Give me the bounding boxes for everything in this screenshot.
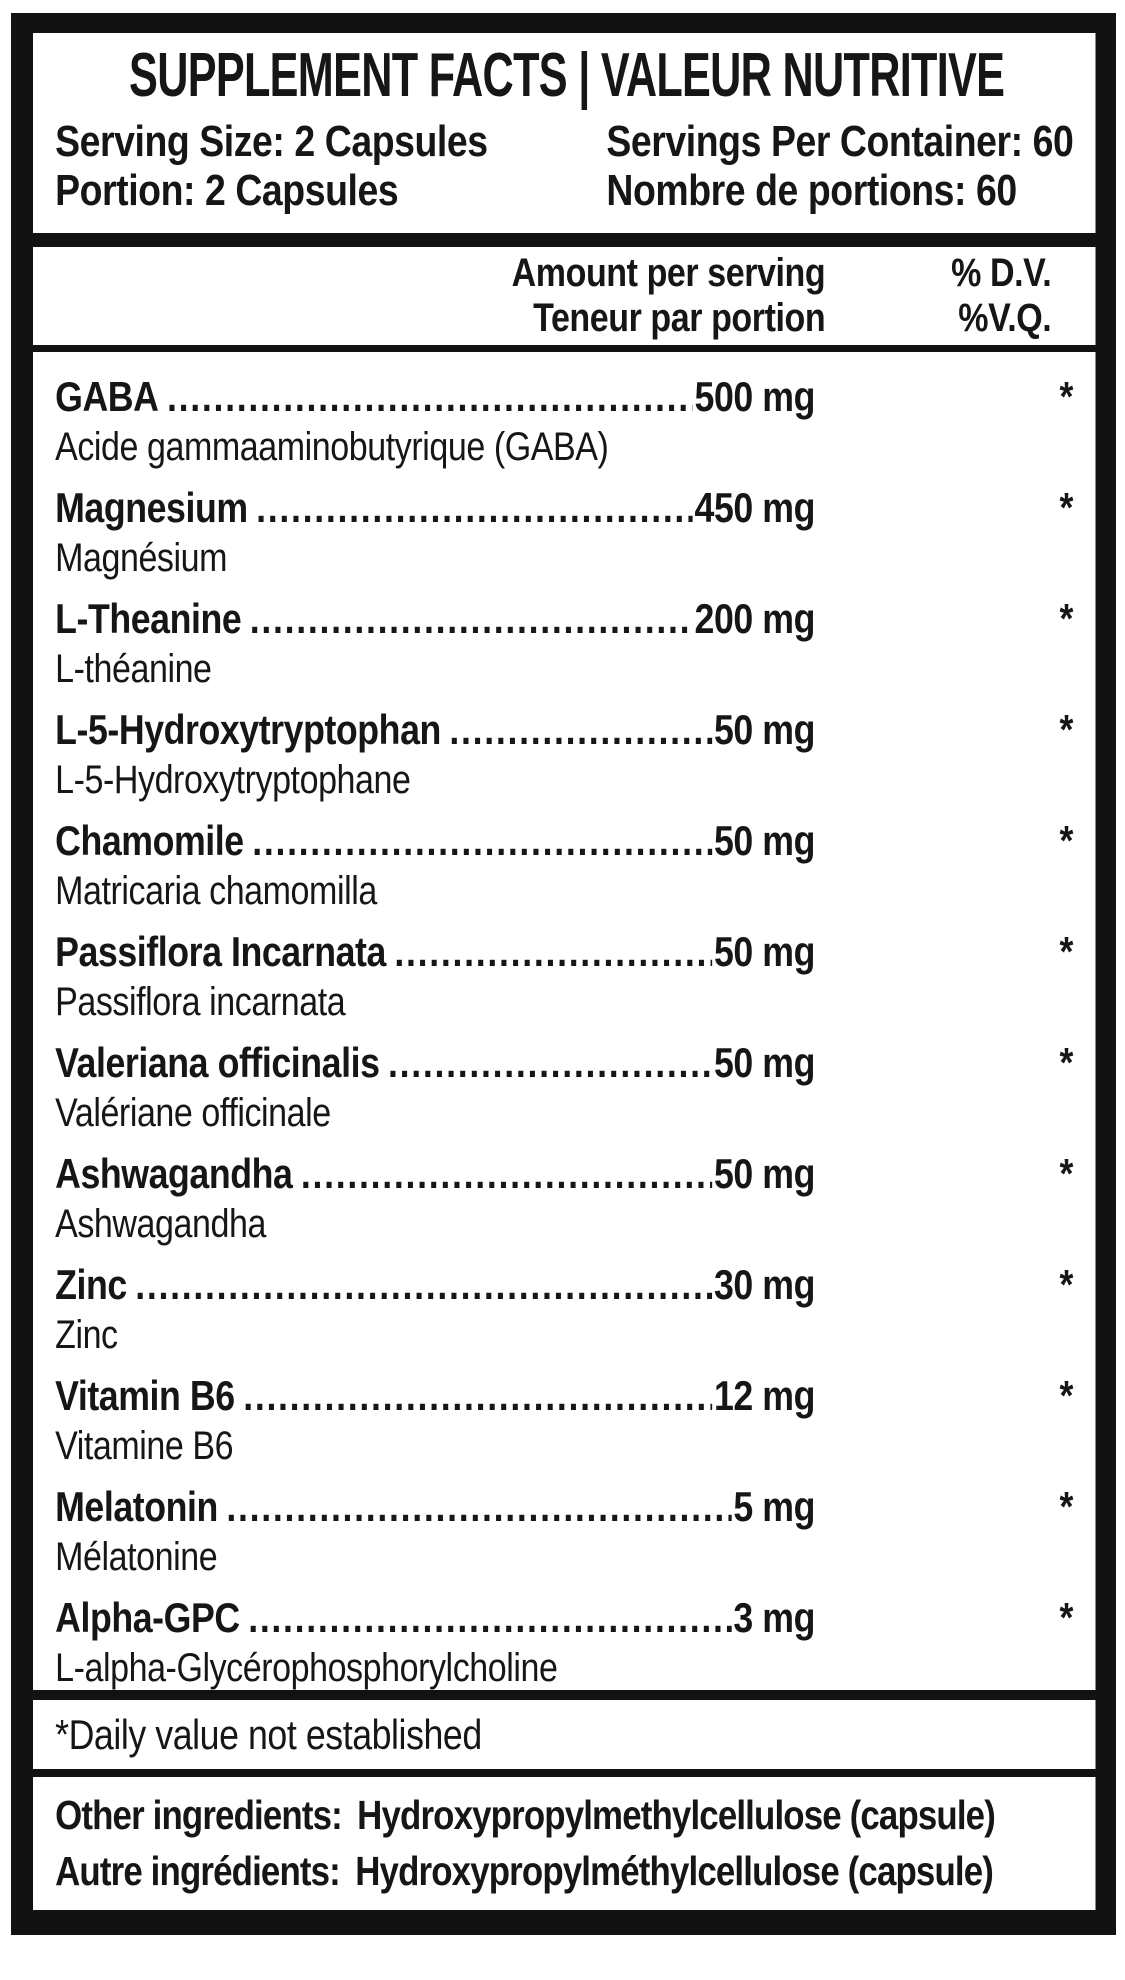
footnote: *Daily value not established	[55, 1711, 482, 1758]
dv-asterisk: *	[1059, 1483, 1074, 1530]
table-row	[33, 702, 1096, 802]
ingredient-amount: 500 mg	[694, 373, 815, 420]
table-row	[33, 591, 1096, 691]
other-ingredients-panel	[33, 1777, 1096, 1910]
ingredient-name: L-5-Hydroxytryptophan	[55, 706, 441, 753]
ingredient-name: Chamomile	[55, 817, 244, 864]
servings-per-container-en: Servings Per Container: 60	[606, 117, 1074, 166]
table-row	[33, 1590, 1096, 1690]
ingredient-amount: 12 mg	[713, 1372, 815, 1419]
dv-asterisk: *	[1059, 1150, 1074, 1197]
ingredient-name: Alpha-GPC	[55, 1594, 240, 1641]
ingredient-subname: Acide gammaaminobutyrique (GABA)	[55, 425, 609, 469]
ingredient-subname: Mélatonine	[55, 1535, 218, 1579]
ingredient-amount: 200 mg	[694, 595, 815, 642]
dotted-leader	[388, 1035, 712, 1091]
dotted-leader	[394, 924, 712, 980]
ingredient-subname: Passiflora incarnata	[55, 980, 346, 1024]
ingredient-name: Valeriana officinalis	[55, 1039, 380, 1086]
ingredient-name: Ashwagandha	[55, 1150, 293, 1197]
ingredient-name: Vitamin B6	[55, 1372, 235, 1419]
ingredient-amount: 50 mg	[713, 1150, 815, 1197]
ingredients-panel	[33, 352, 1096, 1690]
dotted-leader	[243, 1368, 712, 1424]
other-ingredients-fr	[55, 1843, 1073, 1899]
table-row	[33, 813, 1096, 913]
header-panel	[33, 33, 1096, 233]
amount-column-header	[33, 251, 825, 345]
dotted-leader	[226, 1479, 731, 1535]
table-row	[33, 1368, 1096, 1468]
supplement-facts-label	[11, 13, 1116, 1935]
ingredient-subname: Matricaria chamomilla	[55, 869, 377, 913]
ingredient-amount: 50 mg	[713, 706, 815, 753]
dv-asterisk: *	[1059, 706, 1074, 753]
ingredient-amount: 3 mg	[733, 1594, 815, 1641]
ingredient-amount: 50 mg	[713, 928, 815, 975]
dotted-leader	[449, 702, 712, 758]
table-row	[33, 924, 1096, 1024]
ingredient-amount: 50 mg	[713, 817, 815, 864]
dv-asterisk: *	[1059, 595, 1074, 642]
dotted-leader	[248, 1590, 731, 1646]
dv-asterisk: *	[1059, 928, 1074, 975]
table-row	[33, 480, 1096, 580]
ingredient-subname: L-5-Hydroxytryptophane	[55, 758, 411, 802]
other-ingredients-value-en: Hydroxypropylmethylcellulose (capsule)	[357, 1792, 995, 1838]
ingredient-amount: 5 mg	[733, 1483, 815, 1530]
ingredient-name: GABA	[55, 373, 159, 420]
dv-column-header	[825, 251, 1095, 345]
serving-info	[33, 109, 1096, 215]
dotted-leader	[135, 1257, 712, 1313]
dv-asterisk: *	[1059, 1594, 1074, 1641]
dotted-leader	[301, 1146, 712, 1202]
dv-asterisk: *	[1059, 484, 1074, 531]
dotted-leader	[167, 369, 693, 425]
ingredient-amount: 450 mg	[694, 484, 815, 531]
dotted-leader	[256, 480, 693, 536]
servings-per-container-column	[606, 117, 1073, 215]
servings-per-container-fr: Nombre de portions: 60	[606, 166, 1017, 215]
ingredient-name: Magnesium	[55, 484, 248, 531]
dv-asterisk: *	[1059, 1261, 1074, 1308]
dv-asterisk: *	[1059, 373, 1074, 420]
serving-size-fr: Portion: 2 Capsules	[55, 166, 399, 215]
table-row	[33, 369, 1096, 469]
dv-asterisk: *	[1059, 817, 1074, 864]
label-title-text: SUPPLEMENT FACTS | VALEUR NUTRITIVE	[129, 41, 1005, 110]
ingredient-name: Passiflora Incarnata	[55, 928, 386, 975]
other-ingredients-label-fr: Autre ingrédients:	[55, 1848, 340, 1894]
ingredient-subname: L-alpha-Glycérophosphorylcholine	[55, 1646, 558, 1690]
ingredient-amount: 50 mg	[713, 1039, 815, 1086]
table-row	[33, 1035, 1096, 1135]
ingredient-subname: Ashwagandha	[55, 1202, 266, 1246]
dv-header-fr: %V.Q.	[958, 296, 1052, 340]
ingredient-subname: Valériane officinale	[55, 1091, 331, 1135]
table-row	[33, 1146, 1096, 1246]
label-content	[33, 33, 1096, 1910]
dv-asterisk: *	[1059, 1372, 1074, 1419]
dv-header-en: % D.V.	[951, 251, 1052, 295]
other-ingredients-label-en: Other ingredients:	[55, 1792, 342, 1838]
amount-header-fr: Teneur par portion	[533, 296, 826, 340]
ingredient-subname: Magnésium	[55, 536, 228, 580]
dv-asterisk: *	[1059, 1039, 1074, 1086]
footnote-panel	[33, 1700, 1096, 1769]
ingredient-subname: L-théanine	[55, 647, 212, 691]
ingredient-name: Zinc	[55, 1261, 127, 1308]
dotted-leader	[252, 813, 712, 869]
dotted-leader	[250, 591, 693, 647]
other-ingredients-en	[55, 1787, 1073, 1843]
ingredient-name: L-Theanine	[55, 595, 242, 642]
serving-size-en: Serving Size: 2 Capsules	[55, 117, 488, 166]
ingredient-amount: 30 mg	[713, 1261, 815, 1308]
ingredient-subname: Zinc	[55, 1313, 118, 1357]
ingredient-subname: Vitamine B6	[55, 1424, 234, 1468]
table-row	[33, 1479, 1096, 1579]
serving-size-column	[55, 117, 488, 215]
label-title	[33, 43, 1096, 109]
table-row	[33, 1257, 1096, 1357]
ingredient-name: Melatonin	[55, 1483, 218, 1530]
other-ingredients-value-fr: Hydroxypropylméthylcellulose (capsule)	[355, 1848, 994, 1894]
column-header-panel	[33, 247, 1096, 345]
amount-header-en: Amount per serving	[511, 251, 826, 295]
